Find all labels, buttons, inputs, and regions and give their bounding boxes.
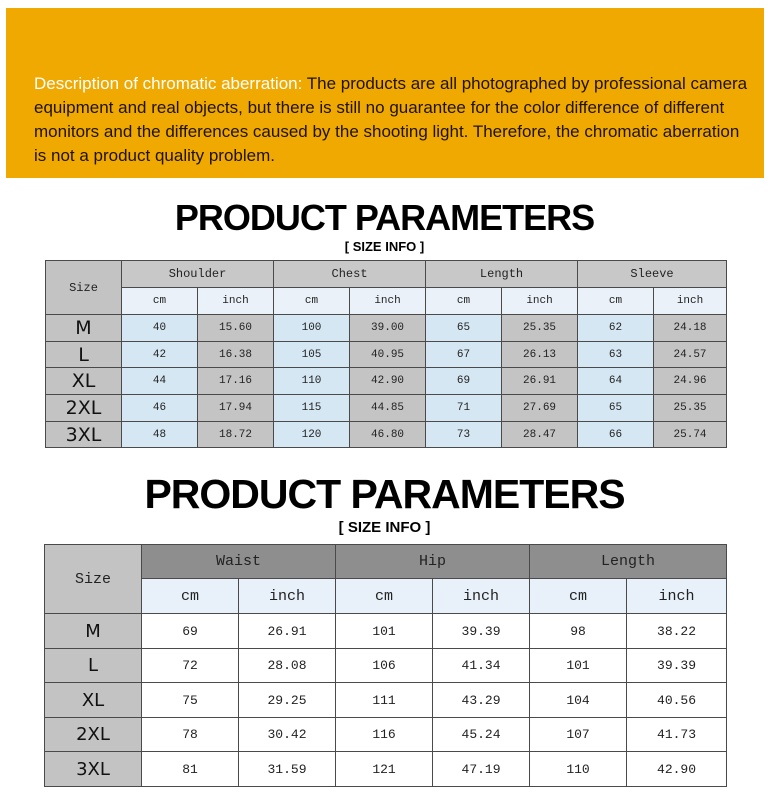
unit-header: inch	[433, 579, 530, 614]
tops-title: PRODUCT PARAMETERS	[174, 197, 595, 238]
unit-header: inch	[627, 579, 727, 614]
table-cell: 25.35	[654, 395, 727, 422]
unit-header: cm	[274, 288, 350, 315]
size-label: 2XL	[45, 718, 142, 752]
table-cell: 45.24	[433, 718, 530, 752]
size-header: Size	[45, 545, 142, 614]
table-cell: 101	[530, 649, 627, 683]
size-label: L	[46, 342, 122, 368]
table-cell: 47.19	[433, 752, 530, 787]
size-label: M	[45, 614, 142, 649]
table-cell: 40.56	[627, 683, 727, 718]
table-cell: 24.96	[654, 368, 727, 395]
table-cell: 67	[426, 342, 502, 368]
table-cell: 39.00	[350, 315, 426, 342]
table-row	[45, 752, 727, 787]
table-cell: 18.72	[198, 422, 274, 448]
table-cell: 78	[142, 718, 239, 752]
group-header: Shoulder	[122, 261, 274, 288]
table-cell: 66	[578, 422, 654, 448]
tops-subtitle: [ SIZE INFO ]	[344, 239, 425, 254]
table-row	[46, 395, 727, 422]
table-cell: 24.57	[654, 342, 727, 368]
table-cell: 38.22	[627, 614, 727, 649]
chromatic-aberration-notice	[6, 8, 764, 178]
unit-header: inch	[239, 579, 336, 614]
table-cell: 98	[530, 614, 627, 649]
table-cell: 69	[142, 614, 239, 649]
unit-header: cm	[578, 288, 654, 315]
unit-header: cm	[530, 579, 627, 614]
table-cell: 110	[274, 368, 350, 395]
table-cell: 40	[122, 315, 198, 342]
unit-header: inch	[350, 288, 426, 315]
table-cell: 110	[530, 752, 627, 787]
table-cell: 63	[578, 342, 654, 368]
bottoms-subtitle: [ SIZE INFO ]	[338, 519, 431, 536]
table-row	[45, 718, 727, 752]
unit-header: inch	[198, 288, 274, 315]
table-cell: 44	[122, 368, 198, 395]
table-cell: 41.34	[433, 649, 530, 683]
tops-size-table	[45, 260, 727, 448]
table-cell: 28.47	[502, 422, 578, 448]
table-cell: 120	[274, 422, 350, 448]
table-cell: 42.90	[350, 368, 426, 395]
group-header: Length	[426, 261, 578, 288]
table-cell: 28.08	[239, 649, 336, 683]
table-cell: 71	[426, 395, 502, 422]
table-cell: 26.91	[239, 614, 336, 649]
bottoms-title: PRODUCT PARAMETERS	[144, 471, 625, 517]
table-cell: 17.94	[198, 395, 274, 422]
table-cell: 43.29	[433, 683, 530, 718]
table-cell: 100	[274, 315, 350, 342]
size-header: Size	[46, 261, 122, 315]
notice-lead: Description of chromatic aberration:	[34, 74, 303, 93]
table-cell: 24.18	[654, 315, 727, 342]
table-cell: 46.80	[350, 422, 426, 448]
table-cell: 69	[426, 368, 502, 395]
table-cell: 64	[578, 368, 654, 395]
table-cell: 25.74	[654, 422, 727, 448]
table-row	[45, 614, 727, 649]
table-cell: 39.39	[627, 649, 727, 683]
unit-header: inch	[502, 288, 578, 315]
unit-header: cm	[142, 579, 239, 614]
table-cell: 41.73	[627, 718, 727, 752]
group-header: Chest	[274, 261, 426, 288]
table-cell: 39.39	[433, 614, 530, 649]
group-header: Hip	[336, 545, 530, 579]
size-label: 3XL	[46, 422, 122, 448]
table-cell: 31.59	[239, 752, 336, 787]
table-cell: 42	[122, 342, 198, 368]
table-cell: 75	[142, 683, 239, 718]
table-cell: 29.25	[239, 683, 336, 718]
table-cell: 25.35	[502, 315, 578, 342]
table-row	[45, 649, 727, 683]
table-row	[45, 683, 727, 718]
table-cell: 101	[336, 614, 433, 649]
table-cell: 106	[336, 649, 433, 683]
size-label: XL	[46, 368, 122, 395]
notice-text: The products are all photographed by professional camera equipment and real objects, but there is still no guarantee for the color difference of different monitors and the differences caused by the shooting light. Therefore, the chromatic aberration is not a product quality problem.	[34, 74, 748, 165]
table-cell: 15.60	[198, 315, 274, 342]
table-cell: 42.90	[627, 752, 727, 787]
table-cell: 40.95	[350, 342, 426, 368]
table-row	[46, 315, 727, 342]
group-header: Length	[530, 545, 727, 579]
table-cell: 81	[142, 752, 239, 787]
table-row	[46, 342, 727, 368]
table-cell: 115	[274, 395, 350, 422]
table-cell: 65	[578, 395, 654, 422]
table-cell: 30.42	[239, 718, 336, 752]
size-label: M	[46, 315, 122, 342]
table-cell: 104	[530, 683, 627, 718]
unit-header: cm	[336, 579, 433, 614]
table-cell: 26.91	[502, 368, 578, 395]
group-header: Waist	[142, 545, 336, 579]
group-header: Sleeve	[578, 261, 727, 288]
size-label: 2XL	[46, 395, 122, 422]
unit-header: cm	[122, 288, 198, 315]
table-cell: 48	[122, 422, 198, 448]
size-label: 3XL	[45, 752, 142, 787]
table-cell: 107	[530, 718, 627, 752]
table-cell: 73	[426, 422, 502, 448]
table-row	[46, 422, 727, 448]
table-cell: 121	[336, 752, 433, 787]
table-cell: 65	[426, 315, 502, 342]
table-cell: 72	[142, 649, 239, 683]
table-row	[46, 368, 727, 395]
table-cell: 116	[336, 718, 433, 752]
unit-header: cm	[426, 288, 502, 315]
table-cell: 26.13	[502, 342, 578, 368]
size-label: XL	[45, 683, 142, 718]
table-cell: 111	[336, 683, 433, 718]
table-cell: 27.69	[502, 395, 578, 422]
table-cell: 17.16	[198, 368, 274, 395]
size-label: L	[45, 649, 142, 683]
table-cell: 44.85	[350, 395, 426, 422]
table-cell: 46	[122, 395, 198, 422]
table-cell: 16.38	[198, 342, 274, 368]
unit-header: inch	[654, 288, 727, 315]
table-cell: 62	[578, 315, 654, 342]
bottoms-size-table	[44, 544, 727, 787]
table-cell: 105	[274, 342, 350, 368]
